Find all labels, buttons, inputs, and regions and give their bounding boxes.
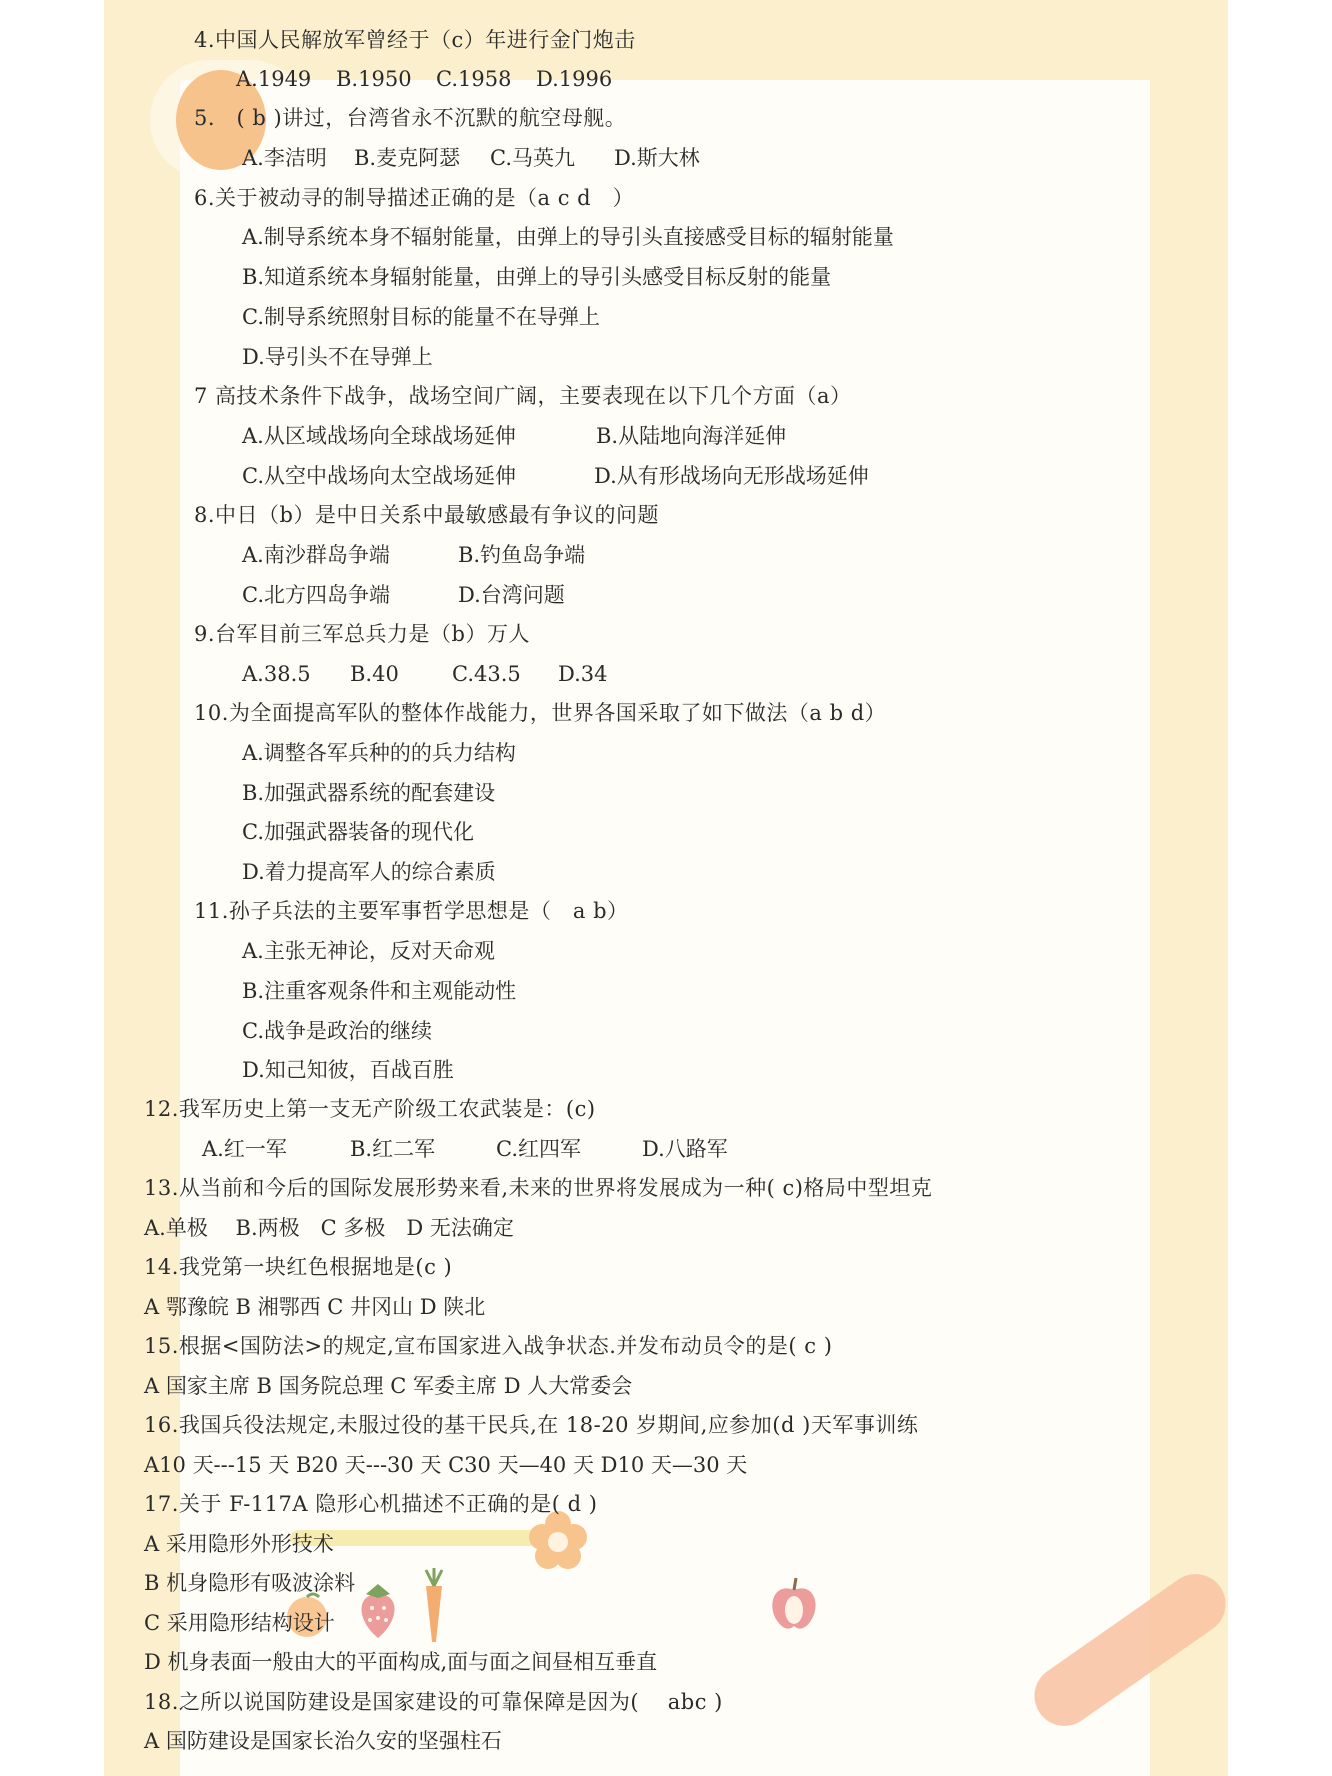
option-c: C.北方四岛争端 [242,583,390,607]
option-b: B.知道系统本身辐射能量，由弹上的导引头感受目标反射的能量 [242,265,832,289]
question-13: 13.从当前和今后的国际发展形势来看,未来的世界将发展成为一种( c)格局中型坦克 [144,1176,933,1200]
option-d: D.34 [558,662,608,686]
question-6: 6.关于被动寻的制导描述正确的是（a c d ） [194,186,635,210]
option-a: A.1949 [236,67,312,91]
option-c: C.加强武器装备的现代化 [242,820,474,844]
option-c: C.战争是政治的继续 [242,1019,432,1043]
option-d: D.从有形战场向无形战场延伸 [594,464,869,488]
options-line: A.单极 B.两极 C 多极 D 无法确定 [144,1216,514,1240]
question-11: 11.孙子兵法的主要军事哲学思想是（ a b） [194,899,629,923]
option-c: C.1958 [436,67,512,91]
question-7: 7 高技术条件下战争，战场空间广阔，主要表现在以下几个方面（a） [194,384,852,408]
question-15: 15.根据<国防法>的规定,宣布国家进入战争状态.并发布动员令的是( c ) [144,1334,833,1358]
option-b: B.1950 [336,67,412,91]
option-a: A.南沙群岛争端 [242,543,390,567]
option-c: C.红四军 [496,1137,581,1161]
option-b: B.红二军 [350,1137,436,1161]
option-b: B.加强武器系统的配套建设 [242,781,496,805]
option-d: D.导引头不在导弹上 [242,345,433,369]
question-10: 10.为全面提高军队的整体作战能力，世界各国采取了如下做法（a b d） [194,701,887,725]
question-16: 16.我国兵役法规定,未服过役的基干民兵,在 18-20 岁期间,应参加(d )天军事训练 [144,1413,919,1437]
options-line: A10 天---15 天 B20 天---30 天 C30 天—40 天 D10 天—30 天 [144,1453,748,1477]
option-d: D.1996 [536,67,613,91]
option-a: A.调整各军兵种的的兵力结构 [242,741,516,765]
question-4: 4.中国人民解放军曾经于（c）年进行金门炮击 [194,28,636,52]
question-14: 14.我党第一块红色根据地是(c ) [144,1255,453,1279]
question-17: 17.关于 F-117A 隐形心机描述不正确的是( d ) [144,1492,598,1516]
option-c: C.从空中战场向太空战场延伸 [242,464,516,488]
question-5: 5. ( b )讲过，台湾省永不沉默的航空母舰。 [194,106,627,130]
option-c: C.制导系统照射目标的能量不在导弹上 [242,305,600,329]
option-a: A.从区域战场向全球战场延伸 [242,424,516,448]
option-d: D.八路军 [642,1137,728,1161]
option-c: C.马英九 [490,146,575,170]
option-d: D.知己知彼，百战百胜 [242,1058,454,1082]
option-a: A.红一军 [202,1137,287,1161]
option-d: D.台湾问题 [458,583,565,607]
question-12: 12.我军历史上第一支无产阶级工农武装是：(c) [144,1097,596,1121]
option-a: A.制导系统本身不辐射能量，由弹上的导引头直接感受目标的辐射能量 [242,225,894,249]
options-line: A 鄂豫皖 B 湘鄂西 C 井冈山 D 陕北 [144,1295,486,1319]
option-a: A.主张无神论，反对天命观 [242,939,495,963]
option-d: D.着力提高军人的综合素质 [242,860,496,884]
option-b: B.麦克阿瑟 [354,146,461,170]
option-b: B 机身隐形有吸波涂料 [144,1571,356,1595]
option-d: D 机身表面一般由大的平面构成,面与面之间昼相互垂直 [144,1650,658,1674]
option-c: C.43.5 [452,662,521,686]
option-d: D.斯大林 [614,146,700,170]
option-b: B.注重客观条件和主观能动性 [242,979,517,1003]
options-line: A 国家主席 B 国务院总理 C 军委主席 D 人大常委会 [144,1374,633,1398]
question-8: 8.中日（b）是中日关系中最敏感最有争议的问题 [194,503,659,527]
question-18: 18.之所以说国防建设是国家建设的可靠保障是因为( abc ) [144,1690,723,1714]
option-a: A.李洁明 [242,146,327,170]
option-a: A 采用隐形外形技术 [144,1532,334,1556]
option-b: B.从陆地向海洋延伸 [596,424,787,448]
question-9: 9.台军目前三军总兵力是（b）万人 [194,622,530,646]
option-b: B.钓鱼岛争端 [458,543,586,567]
option-a: A.38.5 [242,662,311,686]
option-b: B.40 [350,662,399,686]
option-c: C 采用隐形结构设计 [144,1611,335,1635]
option-a: A 国防建设是国家长治久安的坚强柱石 [144,1729,502,1753]
